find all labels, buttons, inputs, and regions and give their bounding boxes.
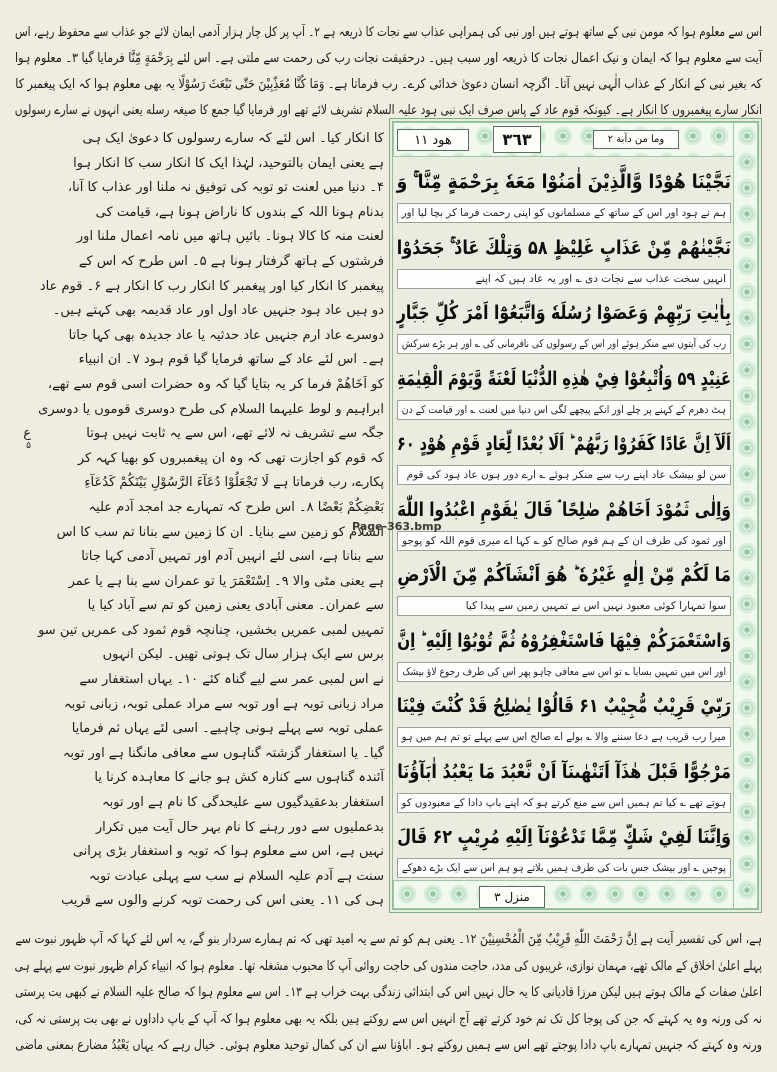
floral-border-right	[733, 122, 758, 909]
ruku-margin-marker	[10, 426, 31, 452]
urdu-translation-strip	[397, 465, 731, 485]
commentary-line: نے اس لمبی عمر سے لیے گناہ کئے ۱۰۔ یہاں استغفار سے	[79, 672, 384, 688]
verse-row	[397, 161, 731, 223]
commentary-line: استغفار بدعقیدگیوں سے علیحدگی کا نام ہے اور توبہ	[102, 795, 384, 811]
urdu-translation-text: سوا تمہارا کوئی معبود نہیں اس نے تمہیں زمین سے پیدا کیا	[465, 600, 726, 612]
page-number-label: ٣٦٣	[493, 126, 541, 153]
verse-row	[397, 292, 731, 354]
commentary-line: ہے۔ اس لئے عاد کے ساتھ فرمایا گیا قوم ہود ۷۔ ان انبیاء	[78, 352, 384, 368]
commentary-line: دوسرے عاد ارم جنہیں عاد حدثیہ یا عاد جدیدہ بھی کہا جاتا	[68, 327, 384, 343]
commentary-line: ہے، اس کی تفسیر آیت ہے اِنَّ رَحْمَتَ اللّٰهِ قَرِيْبٌ مِّنَ الْمُحْسِنِيْنَ ۱۲۔ یعنی ہم کو تم سے یہ امید تھی کہ تم ہمارے سردار بنو گے، یہ اس لئے کہا کہ آپ ظہور نبوت سے	[15, 932, 762, 947]
urdu-translation-text: میرا رب قریب ہے دعا سننے والا ؎ بولے اے صالح اس سے پہلے تو تم ہم میں ہو	[401, 731, 726, 743]
floral-border-bottom	[393, 880, 758, 909]
verse-row	[397, 554, 731, 616]
bottom-commentary-block	[15, 927, 762, 1060]
arabic-verse-line: نَجَّيْنٰهُمْ مِّنْ عَذَابٍ غَلِيْظٍ ۵۸ وَتِلْكَ عَادٌ ۚ جَحَدُوْا	[396, 236, 731, 259]
commentary-line: ۴۔ دنیا میں لعنت تو توبہ کی توفیق نہ ملنا اور عذاب کا آنا،	[67, 180, 384, 196]
arabic-verse-line: وَاِنَّنَا لَفِيْ شَكٍّ مِّمَّا تَدْعُوْنَآ اِلَيْهِ مُرِيْبٍ ۶۲ قَالَ	[397, 826, 731, 848]
commentary-line: انکار سارے پیغمبروں کا انکار ہے۔ کیونکہ قوم عاد کے پاس صرف ایک نبی ہود علیہ السلام تشریف لائے تھے اور فرمایا گیا جمع کا صیغہ رسله یعنی انہوں نے سارے رسولوں	[14, 103, 762, 118]
urdu-translation-strip	[397, 662, 731, 682]
arabic-verse-line: نَجَّيْنَا هُوْدًا وَّالَّذِيْنَ اٰمَنُوْا مَعَهٗ بِرَحْمَةٍ مِّنَّا ۚ وَ	[396, 171, 731, 193]
surah-name-label: هود ۱۱	[397, 129, 469, 151]
arabic-verse-line: بِاٰيٰتِ رَبِّهِمْ وَعَصَوْا رُسُلَهٗ وَاتَّبَعُوْٓا اَمْرَ كُلِّ جَبَّارٍ	[396, 302, 731, 324]
commentary-line: مراد زبانی توبہ ہے اور توبہ سے مراد عملی توبہ، زبانی توبہ	[64, 696, 384, 712]
verse-row	[397, 489, 731, 551]
filename-watermark: Page-363.bmp	[352, 520, 442, 533]
verse-row	[397, 816, 731, 878]
commentary-line: تمہیں لمبی عمریں بخشیں، چنانچہ قوم ثمود کی عمریں تین سو	[38, 622, 384, 638]
manzil-label: منزل ۳	[479, 886, 545, 908]
commentary-line: ورنہ وہ کہتے کہ جنہیں تمہارے باپ دادا پوجتے تھے اس سے ہمیں روکتے ہو۔ اباؤنا سے ان کی کمال توحید معلوم ہوئی۔ خیال رہے کہ یہاں يَعْبُدُ مضارع بمعنی ماضی	[15, 1038, 763, 1053]
urdu-translation-text: اور ثمود کی طرف ان کے ہم قوم صالح کو ؎ کہا اے میری قوم اللہ کو پوجو	[402, 534, 726, 547]
commentary-line: سے عمران۔ معنی آبادی یعنی زمین کو تم سے آباد کیا یا	[87, 598, 384, 614]
verse-row	[397, 620, 731, 682]
commentary-line: اس سے معلوم ہوا کہ مومن نبی کے ساتھ ہوتے ہیں اور نبی کی ہمراہی عذاب سے نجات کا ذریعہ ہے ۲۔ آپ پر کل چار ہزار آدمی ایمان لائے جو عذاب سے محفوظ رہے، اس	[14, 25, 762, 40]
urdu-translation-strip	[397, 858, 731, 878]
commentary-line: اعلیٰ صفات کے مالک ہوتے ہیں لیکن مرزا قادیانی کا یہ حال نہیں اس کی ابتدائی زندگی بہت خراب ہے ۱۳۔ اس سے معلوم ہوا کہ صالح علیہ السلام نے کبھی بت پرستی	[15, 985, 762, 1000]
urdu-translation-text: ہوتے تھے ؎ کیا تم ہمیں اس سے منع کرتے ہو کہ اپنے باپ دادا کے معبودوں کو	[401, 796, 726, 809]
arabic-verse-line: اَلَآ اِنَّ عَادًا كَفَرُوْا رَبَّهُمْ ؕ اَلَا بُعْدًا لِّعَادٍ قَوْمِ هُوْدٍ ۶۰	[397, 433, 731, 455]
urdu-translation-text: رب کی آیتوں سے منکر ہوئے اور اس کے رسولوں کی نافرمانی کی ؎ اور ہر بڑے سرکش	[401, 338, 726, 350]
verse-row	[397, 227, 731, 289]
commentary-line: لعنت منہ کا کالا ہونا۔ بائیں ہاتھ میں نامہ اعمال ملنا اور	[76, 229, 384, 245]
verse-row	[397, 751, 731, 813]
verses-area	[397, 161, 731, 878]
urdu-translation-strip	[397, 334, 731, 354]
arabic-verse-line: مَرْجُوًّا قَبْلَ هٰذَآ اَتَنْهٰىنَآ اَنْ نَّعْبُدَ مَا يَعْبُدُ اٰبَآؤُنَا	[397, 760, 731, 783]
arabic-verse-line: عَنِيْدٍ ۵۹ وَاُتْبِعُوْا فِيْ هٰذِهِ الدُّنْيَا لَعْنَةً وَّيَوْمَ الْقِيٰمَةِ	[397, 367, 731, 390]
quran-text-frame	[389, 118, 762, 913]
arabic-verse-line: وَاسْتَعْمَرَكُمْ فِيْهَا فَاسْتَغْفِرُوْهُ ثُمَّ تُوْبُوْٓا اِلَيْهِ ؕ اِنَّ	[397, 629, 731, 652]
arabic-verse-line: مَا لَكُمْ مِّنْ اِلٰهٍ غَيْرُهٗ ؕ هُوَ اَنْشَاَكُمْ مِّنَ الْاَرْضِ	[397, 564, 731, 586]
left-commentary-column	[13, 127, 384, 914]
commentary-line: پکارے، رب فرماتا ہے لَا تَجْعَلُوْا دُعَآءَ الرَّسُوْلِ بَيْنَكُمْ كَدُعَآءِ	[84, 475, 384, 491]
ruku-number: ۵	[26, 441, 31, 451]
commentary-line: ہی کی ۱۱۔ یعنی اس کی رحمت توبہ کرنے والوں سے قریب	[61, 893, 384, 909]
commentary-line: ابراہیم و لوط علیہما السلام کی طرح دوسری قوموں یا دوسری	[38, 401, 384, 417]
commentary-line: برس سے ایک ہزار سال تک ہوتی تھیں۔ لیکن انہوں	[102, 647, 384, 663]
urdu-translation-text: اور اس میں تمہیں بسایا ؎ تو اس سے معافی چاہو پھر اس کی طرف رجوع لاؤ بیشک	[402, 665, 726, 678]
commentary-line: نہ کی ورنہ وہ یہ کہتے کہ جن کی پوجا کل تک تم خود کرتے تھے آج انہیں اس سے روکتے ہیں بلکہ یہ بھی معلوم ہوا کہ آپ کے باپ داداوں نے بھی بت پرستی نہ کی،	[14, 1011, 762, 1027]
verse-row	[397, 423, 731, 485]
commentary-line: عملی توبہ سے پہلے ہونی چاہیے۔ اسی لئے یہاں ثم فرمایا	[71, 721, 384, 737]
commentary-line: آیت سے معلوم ہوا کہ ایمان و نیک اعمال نجات کا ذریعہ اور سبب ہیں۔ درحقیقت نجات رب کی رحمت سے ملتی ہے۔ اس لئے بِرَحْمَةٍ مِّنَّا فرمایا گیا ۳۔ معلوم ہوا	[14, 51, 762, 66]
commentary-line: جگہ سے تشریف نہ لائے تھے، اس سے یہ ثابت نہیں ہوتا	[86, 426, 384, 442]
urdu-translation-text: انہیں سخت عذاب سے نجات دی ؎ اور یہ عاد ہیں کہ اپنے	[475, 272, 726, 285]
commentary-line: کہ قوم کو اجازت تھی کہ وہ ان پیغمبروں کو بھیا کہہ کر	[77, 450, 384, 466]
urdu-translation-strip	[397, 596, 731, 616]
commentary-line: دو ہیں عاد ہود جنہیں عاد اول اور عاد قدیمہ بھی کہتے ہیں۔	[52, 303, 384, 319]
commentary-line: سنت ہے آدم علیہ السلام نے سب سے پہلی عبادت توبہ	[88, 868, 384, 884]
commentary-line: ہے یعنی مٹی والا ۹۔ اِسْتَعْمَرَ یا تو عمران سے بنا ہے یا عمر	[68, 573, 384, 589]
verse-row	[397, 358, 731, 420]
commentary-line: ہے یعنی ایمان بالتوحید، لہٰذا ایک کا انکار سب کا انکار ہوا	[73, 155, 384, 171]
verse-row	[397, 685, 731, 747]
arabic-verse-line: وَاِلٰى ثَمُوْدَ اَخَاهُمْ صٰلِحًا ۘ قَالَ يٰقَوْمِ اعْبُدُوا اللّٰهَ	[397, 498, 731, 521]
urdu-translation-strip	[397, 400, 731, 420]
commentary-line: سے بنانا ہے، اسی لئے انہیں آدم اور تمہیں آدمی کہا جاتا	[81, 549, 384, 565]
ruku-letter: ع	[23, 426, 31, 441]
commentary-line: کہ بغیر نبی کے انکار کے عذاب الٰہی نہیں آتا۔ اگرچہ انسان دعویٰ خدائی کرے۔ رب فرماتا ہے۔ وَمَا كُنَّا مُعَذِّبِيْنَ حَتّٰى نَبْعَثَ رَسُوْلًا یہ بھی معلوم ہوا کہ ایک پیغمبر کا	[15, 77, 763, 92]
top-commentary-block	[15, 20, 762, 124]
urdu-translation-text: سن لو بیشک عاد اپنے رب سے منکر ہوئے ؎ ارے دور ہوں عاد ہود کی قوم	[406, 469, 726, 481]
urdu-translation-strip	[397, 269, 731, 289]
commentary-line: بدعملیوں سے دور رہنے کا نام بہر حال آیت میں تکرار	[95, 819, 384, 835]
urdu-translation-text: پوجیں ؎ اور بیشک جس بات کی طرف ہمیں بلاتے ہو ہم اس سے ایک بڑے دھوکے	[401, 862, 726, 874]
commentary-line: فرشتوں کے ہاتھ گرفتار ہونا ہے ۵۔ اس طرح کہ اس کے	[78, 253, 384, 269]
commentary-line: بدنام ہونا اللہ کے بندوں کا ناراض ہونا ہے، قیامت کی	[95, 204, 384, 220]
commentary-line: پہلے اعلیٰ اخلاق کے مالک تھے، مہمان نوازی، غریبوں کی مدد، حاجت مندوں کی حاجت روائی آپ کا محبوب مشغلہ تھا۔ معلوم ہوا کہ انبیاء کرام ظہور نبوت سے پہلے ہی	[14, 958, 763, 974]
commentary-line: کو اَخَاهُمْ فرما کر یہ بتایا گیا کہ وہ حضرات اسی قوم سے تھے،	[47, 376, 384, 392]
commentary-line: پیغمبر کا انکار کیا اور پیغمبر کا انکار رب کا انکار ہے ۶۔ قوم عاد	[39, 278, 384, 294]
urdu-translation-text: ہٹ دھرم کے کہنے پر چلے اور انکے پیچھے لگی اس دنیا میں لعنت ؎ اور قیامت کے دن	[401, 403, 726, 416]
commentary-line: آئندہ گناہوں سے کنارہ کش ہو جانے کا معاہدہ کرنا یا	[94, 770, 384, 786]
juz-name-label: وما من دآبة ۲	[593, 130, 679, 149]
urdu-translation-strip	[397, 727, 731, 747]
arabic-verse-line: رَبِّيْ قَرِيْبٌ مُّجِيْبٌ ۶۱ قَالُوْا يٰصٰلِحُ قَدْ كُنْتَ فِيْنَا	[396, 695, 731, 717]
commentary-line: بَعْضِكُمْ بَعْضًا ۸۔ اس طرح کہ تمہارے جد امجد آدم علیہ	[88, 499, 384, 515]
commentary-line: گیا۔ یا استغفار گزشتہ گناہوں سے معافی مانگنا ہے اور توبہ	[62, 745, 384, 761]
commentary-line: السلام کو زمین سے بنایا۔ ان کا زمین سے بنانا تم سب کا اس	[56, 524, 384, 540]
commentary-line: نہیں ہے، اس سے معلوم ہوا کہ توبہ و استغفار بڑی پرانی	[72, 844, 384, 860]
commentary-line: کا انکار کیا۔ اس لئے کہ سارے رسولوں کا دعویٰ ایک ہی	[82, 131, 384, 146]
urdu-translation-text: ہم نے ہود اور اس کے ساتھ کے مسلمانوں کو اپنی رحمت فرما کر بچا لیا اور	[401, 207, 726, 219]
urdu-translation-strip	[397, 793, 731, 813]
urdu-translation-strip	[397, 531, 731, 551]
urdu-translation-strip	[397, 203, 731, 223]
